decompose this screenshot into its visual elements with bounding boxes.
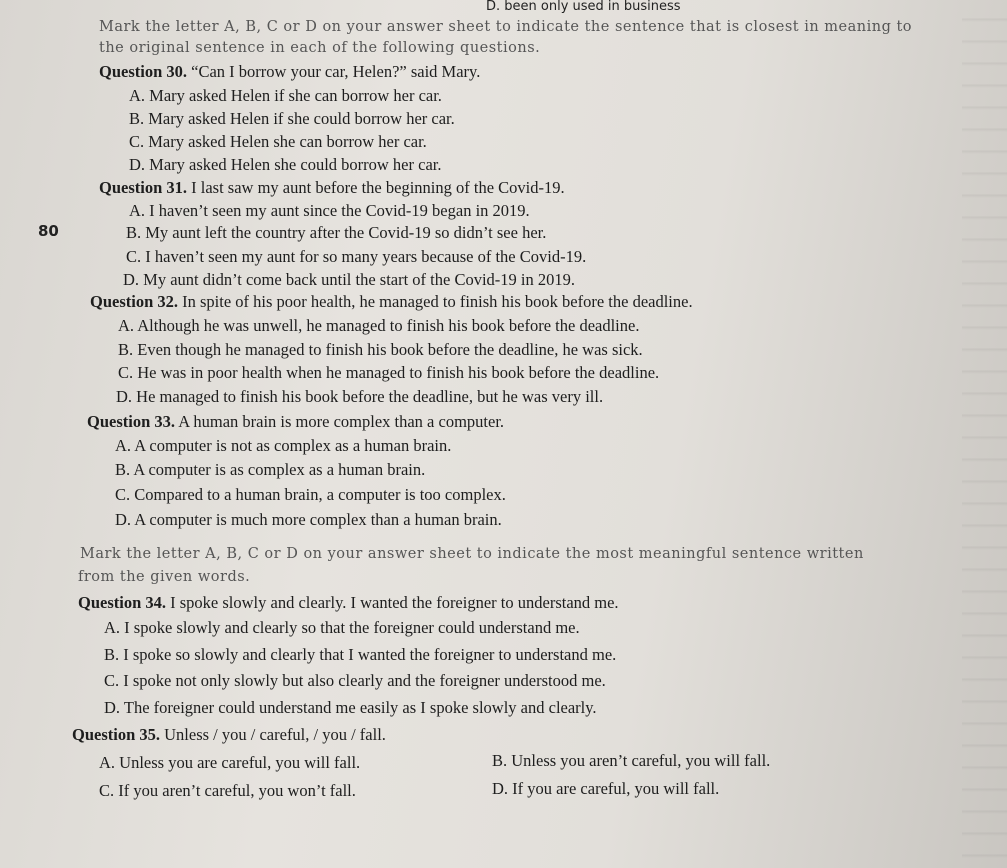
question-label: Question 32. — [90, 292, 179, 311]
question-label: Question 34. — [78, 593, 167, 612]
question-32 — [90, 292, 693, 312]
page-number: 80 — [38, 222, 59, 240]
instruction-meaningful-line2: from the given words. — [78, 569, 251, 585]
instruction-meaningful-line1: Mark the letter A, B, C or D on your answer sheet to indicate the most meaningful sentence written — [80, 546, 864, 562]
q30-option-d: D. Mary asked Helen she could borrow her car. — [129, 155, 442, 174]
q33-option-d: D. A computer is much more complex than a human brain. — [115, 510, 502, 529]
q34-option-b: B. I spoke so slowly and clearly that I wanted the foreigner to understand me. — [104, 645, 617, 664]
q34-option-c: C. I spoke not only slowly but also clearly and the foreigner understood me. — [104, 671, 606, 690]
question-33 — [87, 412, 504, 432]
q35-option-b: B. Unless you aren’t careful, you will fall. — [492, 751, 771, 770]
q31-option-d: D. My aunt didn’t come back until the start of the Covid-19 in 2019. — [123, 270, 576, 289]
top-option-d: D. been only used in business — [486, 0, 681, 14]
question-label: Question 30. — [99, 62, 188, 81]
q34-option-a: A. I spoke slowly and clearly so that the foreigner could understand me. — [104, 618, 580, 637]
q33-option-b: B. A computer is as complex as a human brain. — [115, 460, 426, 479]
q30-option-b: B. Mary asked Helen if she could borrow her car. — [129, 109, 455, 128]
q35-option-c: C. If you aren’t careful, you won’t fall. — [99, 781, 356, 800]
q32-option-c: C. He was in poor health when he managed to finish his book before the deadline. — [118, 363, 660, 382]
q35-option-d: D. If you are careful, you will fall. — [492, 779, 720, 798]
q31-option-a: A. I haven’t seen my aunt since the Covid-19 began in 2019. — [129, 201, 530, 220]
question-30 — [99, 62, 480, 82]
page-edge-shadow — [962, 0, 1007, 868]
question-text: I last saw my aunt before the beginning of the Covid-19. — [187, 178, 565, 197]
question-34 — [78, 593, 619, 613]
q33-option-a: A. A computer is not as complex as a human brain. — [115, 436, 452, 455]
question-label: Question 31. — [99, 178, 188, 197]
q30-option-c: C. Mary asked Helen she can borrow her car. — [129, 132, 427, 151]
q32-option-a: A. Although he was unwell, he managed to finish his book before the deadline. — [118, 316, 640, 335]
q31-option-b: B. My aunt left the country after the Covid-19 so didn’t see her. — [126, 223, 547, 242]
question-35 — [72, 725, 386, 745]
question-text: Unless / you / careful, / you / fall. — [160, 725, 386, 744]
q31-option-c: C. I haven’t seen my aunt for so many years because of the Covid-19. — [126, 247, 587, 266]
q32-option-b: B. Even though he managed to finish his book before the deadline, he was sick. — [118, 340, 643, 359]
instruction-closest-line1: Mark the letter A, B, C or D on your answer sheet to indicate the sentence that is closest in meaning to — [99, 19, 913, 35]
question-text: “Can I borrow your car, Helen?” said Mary. — [187, 62, 481, 81]
question-text: In spite of his poor health, he managed to finish his book before the deadline. — [178, 292, 693, 311]
q30-option-a: A. Mary asked Helen if she can borrow her car. — [129, 86, 442, 105]
instruction-closest-line2: the original sentence in each of the following questions. — [99, 40, 541, 56]
question-text: A human brain is more complex than a computer. — [175, 412, 505, 431]
q35-option-a: A. Unless you are careful, you will fall. — [99, 753, 361, 772]
question-text: I spoke slowly and clearly. I wanted the foreigner to understand me. — [166, 593, 619, 612]
q34-option-d: D. The foreigner could understand me easily as I spoke slowly and clearly. — [104, 698, 597, 717]
q32-option-d: D. He managed to finish his book before the deadline, but he was very ill. — [116, 387, 604, 406]
question-label: Question 33. — [87, 412, 176, 431]
question-31 — [99, 178, 565, 198]
q33-option-c: C. Compared to a human brain, a computer is too complex. — [115, 485, 506, 504]
question-label: Question 35. — [72, 725, 161, 744]
